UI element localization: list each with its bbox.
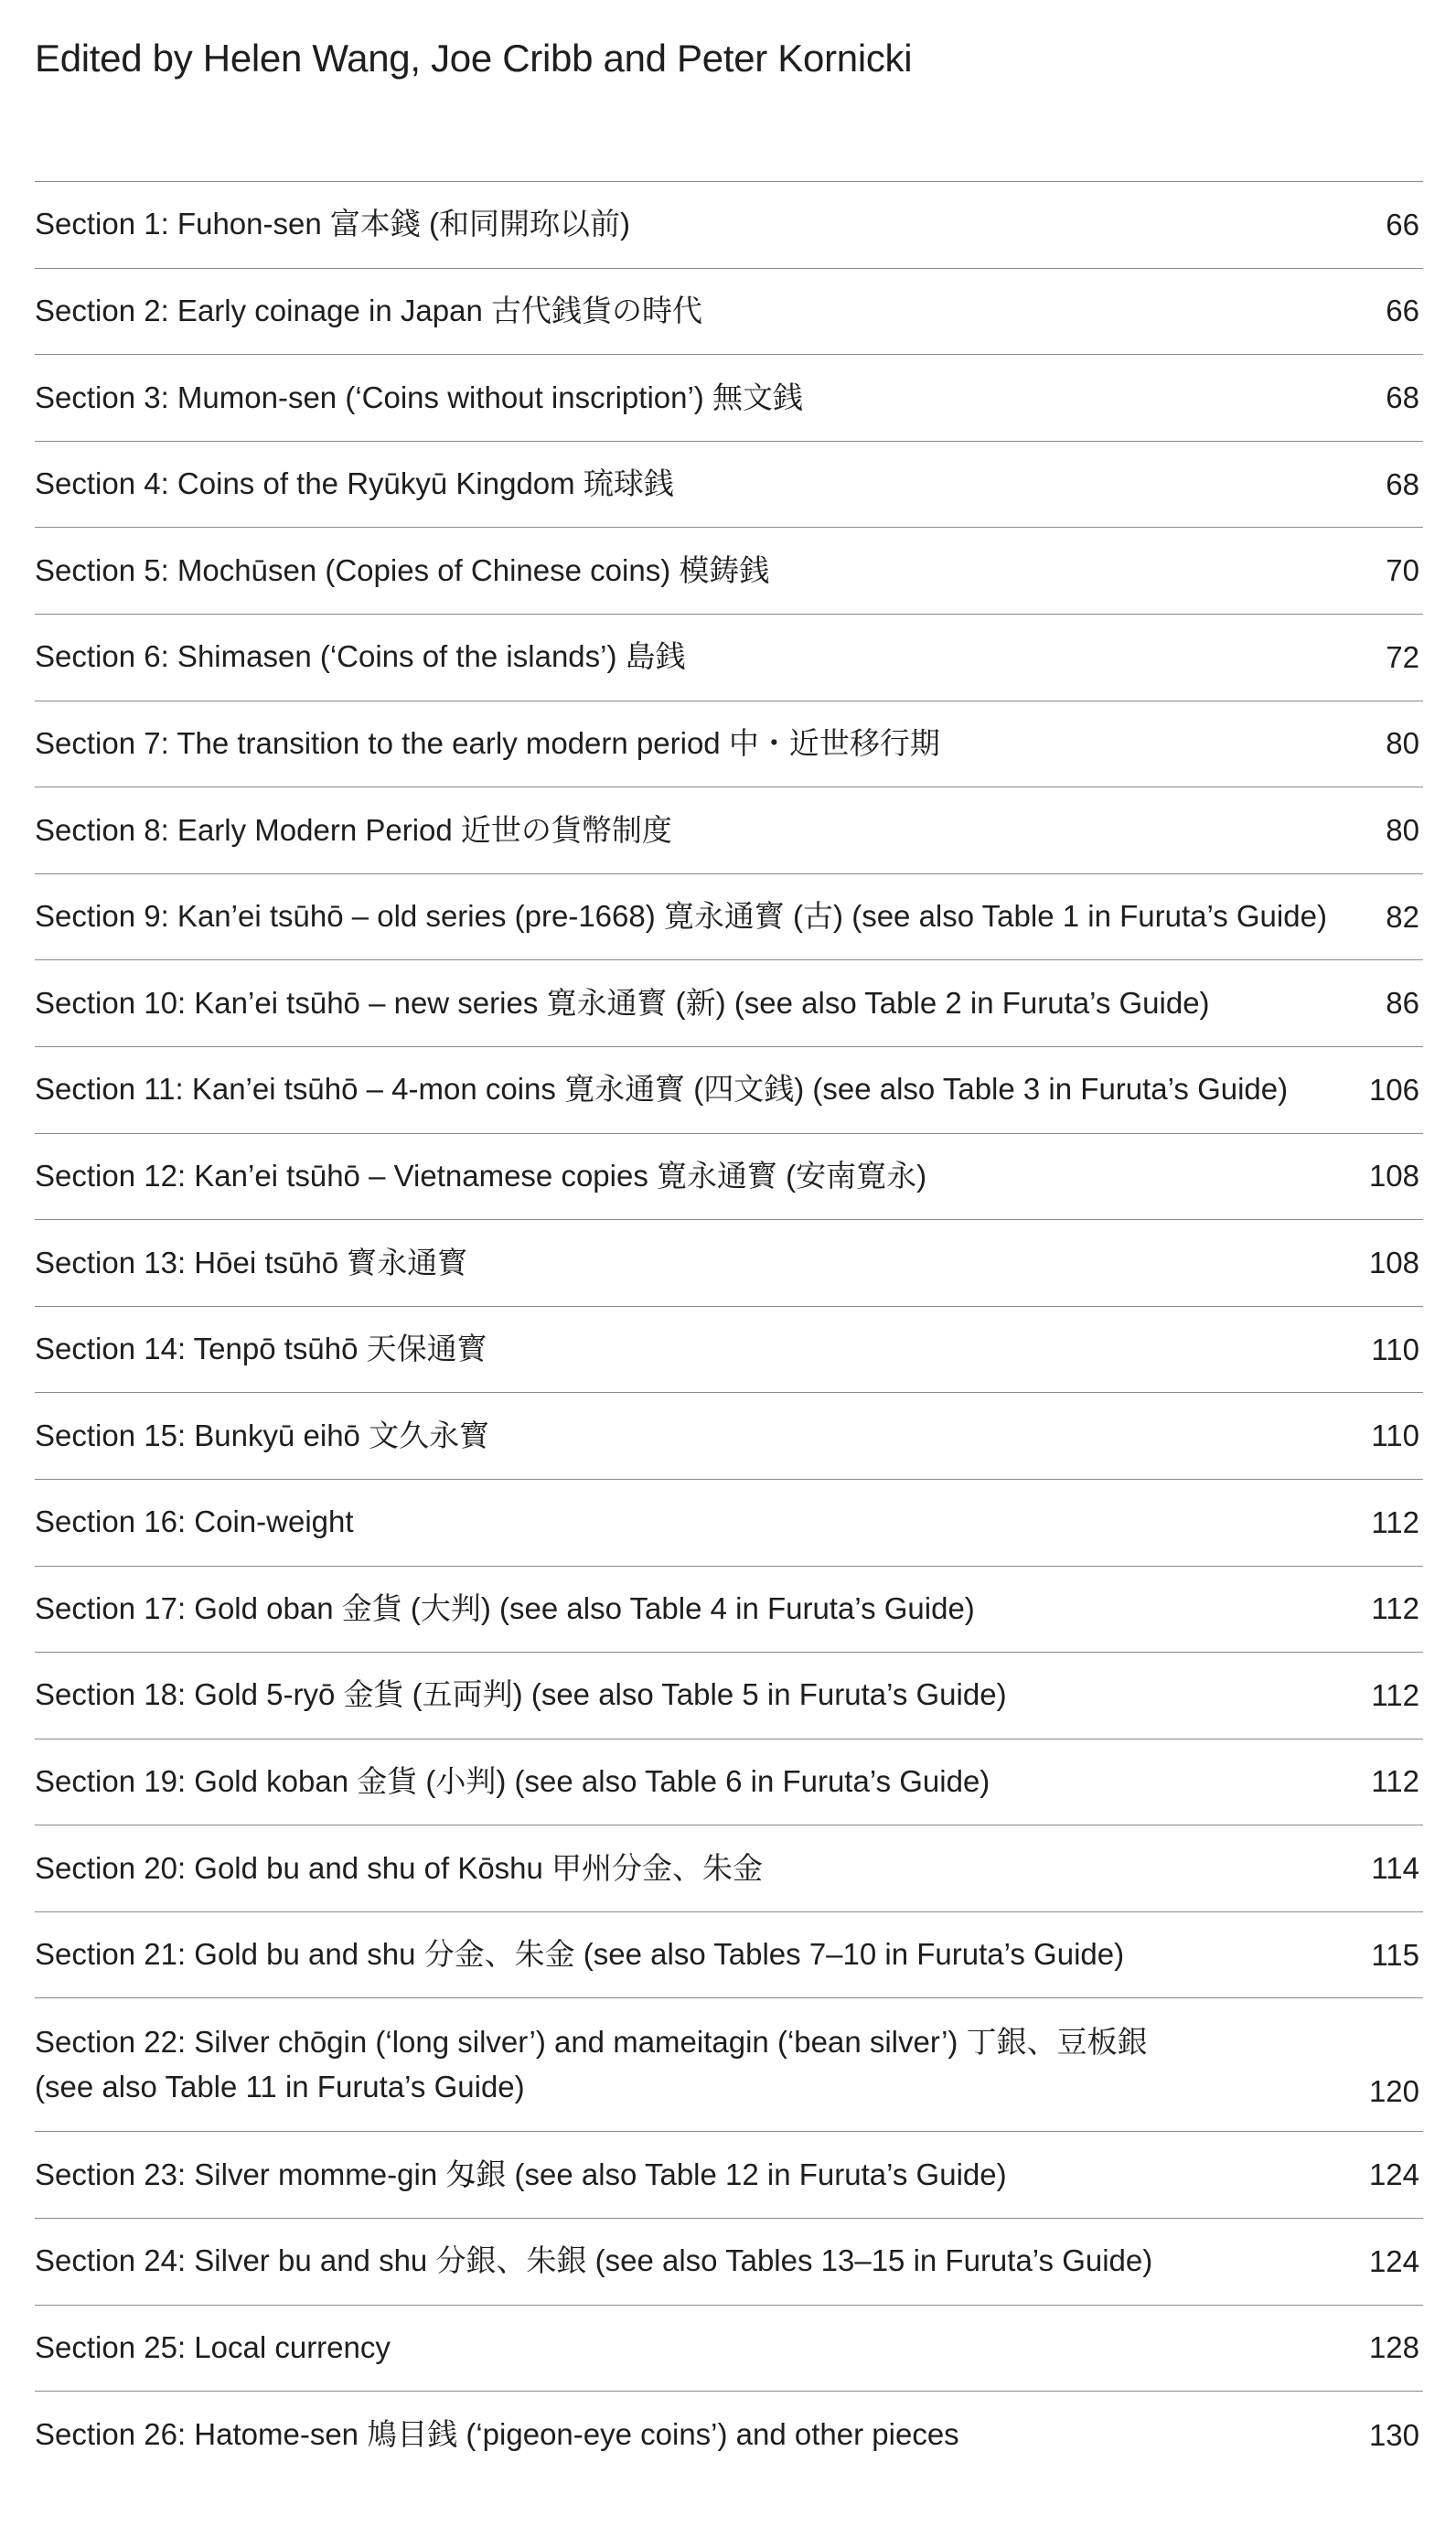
toc-row-section-8 — [35, 787, 1423, 874]
toc-entry-page: 128 — [1368, 2330, 1419, 2365]
toc-row-section-20 — [35, 1825, 1423, 1912]
toc-entry-title: Section 25: Local currency — [35, 2330, 391, 2365]
toc-entry-title: Section 17: Gold oban 金貨 (大判) (see also Table 4 in Furuta’s Guide) — [35, 1590, 975, 1625]
toc-row-section-9 — [35, 874, 1423, 961]
toc-entry-page: 124 — [1368, 2243, 1419, 2278]
toc-entry-page: 108 — [1368, 1245, 1419, 1279]
toc-entry-title: Section 20: Gold bu and shu of Kōshu 甲州分金、朱金 — [35, 1850, 764, 1885]
toc-row-section-19 — [35, 1740, 1423, 1826]
toc-row-section-15 — [35, 1393, 1423, 1480]
toc-row-section-1 — [35, 182, 1423, 269]
toc-entry-page: 120 — [1368, 2074, 1419, 2109]
toc-entry-page: 82 — [1386, 899, 1419, 934]
toc-entry-title — [35, 2020, 1355, 2110]
toc-entry-title: Section 3: Mumon-sen (‘Coins without inscription’) 無文銭 — [35, 380, 803, 414]
toc-entry-page: 112 — [1371, 1591, 1419, 1626]
toc-entry-page: 72 — [1386, 639, 1419, 674]
toc-entry-title: Section 6: Shimasen (‘Coins of the islands’) 島銭 — [35, 639, 686, 674]
toc-entry-title: Section 26: Hatome-sen 鳩目銭 (‘pigeon-eye coins’) and other pieces — [35, 2417, 959, 2452]
toc-row-section-6 — [35, 615, 1423, 701]
toc-row-section-5 — [35, 528, 1423, 615]
toc-row-section-7 — [35, 701, 1423, 788]
toc-row-section-24 — [35, 2219, 1423, 2306]
toc-row-section-11 — [35, 1047, 1423, 1134]
toc-row-section-21 — [35, 1912, 1423, 1999]
toc-entry-page: 80 — [1386, 726, 1419, 761]
toc-entry-page: 68 — [1386, 380, 1419, 414]
toc-entry-page: 70 — [1386, 553, 1419, 588]
toc-entry-title: Section 2: Early coinage in Japan 古代銭貨の時代 — [35, 293, 702, 327]
toc-entry-page: 86 — [1386, 986, 1419, 1021]
toc-entry-page: 114 — [1371, 1851, 1419, 1886]
toc-entry-title-line-1: Section 22: Silver chōgin (‘long silver’) and mameitagin (‘bean silver’) 丁銀、豆板銀 — [35, 2024, 1148, 2059]
toc-entry-title: Section 11: Kan’ei tsūhō – 4-mon coins 寛永通寳 (四文銭) (see also Table 3 in Furuta’s Guide) — [35, 1072, 1289, 1107]
toc-entry-page: 112 — [1371, 1764, 1419, 1799]
editors-line: Edited by Helen Wang, Joe Cribb and Peter Kornicki — [35, 37, 913, 80]
toc-entry-page: 80 — [1386, 812, 1419, 847]
toc-row-section-25 — [35, 2306, 1423, 2392]
toc-entry-page: 106 — [1368, 1072, 1419, 1107]
toc-entry-title: Section 21: Gold bu and shu 分金、朱金 (see also Tables 7–10 in Furuta’s Guide) — [35, 1937, 1125, 1972]
toc-entry-title: Section 1: Fuhon-sen 富本錢 (和同開珎以前) — [35, 207, 631, 241]
toc-entry-title: Section 13: Hōei tsūhō 寳永通寳 — [35, 1245, 468, 1279]
toc-entry-title: Section 9: Kan’ei tsūhō – old series (pre-1668) 寛永通寳 (古) (see also Table 1 in Furuta’s Guide) — [35, 899, 1327, 934]
toc-entry-title: Section 4: Coins of the Ryūkyū Kingdom 琉球銭 — [35, 466, 674, 501]
toc-row-section-10 — [35, 960, 1423, 1047]
toc-entry-title: Section 18: Gold 5-ryō 金貨 (五両判) (see also Table 5 in Furuta’s Guide) — [35, 1677, 1007, 1712]
toc-row-section-4 — [35, 442, 1423, 529]
toc-row-section-18 — [35, 1653, 1423, 1740]
toc-entry-title: Section 14: Tenpō tsūhō 天保通寳 — [35, 1332, 487, 1366]
toc-entry-title: Section 8: Early Modern Period 近世の貨幣制度 — [35, 812, 672, 847]
toc-entry-page: 66 — [1386, 294, 1419, 328]
toc-entry-title: Section 7: The transition to the early modern period 中・近世移行期 — [35, 725, 940, 760]
toc-row-section-3 — [35, 355, 1423, 442]
toc-entry-title: Section 24: Silver bu and shu 分銀、朱銀 (see also Tables 13–15 in Furuta’s Guide) — [35, 2243, 1153, 2278]
toc-entry-page: 115 — [1371, 1937, 1419, 1972]
toc-entry-page: 68 — [1386, 466, 1419, 501]
toc-row-section-14 — [35, 1307, 1423, 1394]
toc-entry-title: Section 23: Silver momme-gin 匁銀 (see also Table 12 in Furuta’s Guide) — [35, 2157, 1007, 2191]
toc-entry-page: 110 — [1371, 1418, 1419, 1453]
toc-entry-page: 66 — [1386, 207, 1419, 241]
toc-entry-page: 112 — [1371, 1677, 1419, 1712]
toc-row-section-16 — [35, 1480, 1423, 1567]
table-of-contents — [35, 181, 1423, 2478]
toc-entry-page: 108 — [1368, 1159, 1419, 1194]
toc-row-section-13 — [35, 1220, 1423, 1307]
toc-entry-page: 112 — [1371, 1504, 1419, 1539]
toc-entry-page: 130 — [1368, 2417, 1419, 2452]
toc-entry-title: Section 15: Bunkyū eihō 文久永寳 — [35, 1418, 490, 1452]
toc-entry-title: Section 12: Kan’ei tsūhō – Vietnamese copies 寛永通寳 (安南寛永) — [35, 1158, 927, 1193]
toc-entry-title-line-2: (see also Table 11 in Furuta’s Guide) — [35, 2069, 525, 2103]
toc-row-section-2 — [35, 269, 1423, 356]
toc-entry-title: Section 19: Gold koban 金貨 (小判) (see also Table 6 in Furuta’s Guide) — [35, 1764, 990, 1799]
toc-row-section-26 — [35, 2392, 1423, 2478]
toc-entry-page: 110 — [1371, 1332, 1419, 1366]
toc-entry-page: 124 — [1368, 2157, 1419, 2192]
toc-entry-title: Section 10: Kan’ei tsūhō – new series 寛永通寳 (新) (see also Table 2 in Furuta’s Guide) — [35, 985, 1210, 1020]
toc-row-section-17 — [35, 1567, 1423, 1654]
toc-row-section-12 — [35, 1134, 1423, 1221]
toc-entry-title: Section 5: Mochūsen (Copies of Chinese coins) 模鋳銭 — [35, 552, 770, 587]
toc-row-section-22 — [35, 1998, 1423, 2132]
toc-row-section-23 — [35, 2132, 1423, 2219]
toc-entry-title: Section 16: Coin-weight — [35, 1504, 354, 1539]
